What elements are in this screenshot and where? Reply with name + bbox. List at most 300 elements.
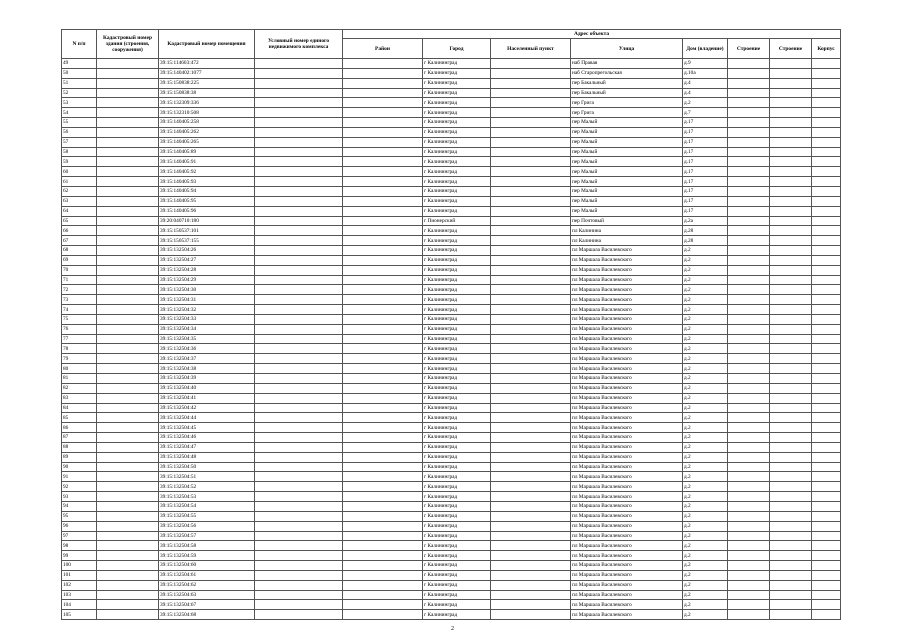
table-row: [62, 265, 841, 275]
cell-cad-building: [97, 442, 159, 452]
cell-korpus: [812, 501, 841, 511]
cell-cond-num: [255, 521, 343, 531]
cell-cad-building: [97, 147, 159, 157]
header-cad-building: Кадастровый номер здания (строения, сооружения): [97, 30, 159, 59]
cell-city: г Калининград: [423, 68, 491, 78]
cell-cad-room: 39:15:132310:508: [159, 108, 255, 118]
cell-korpus: [812, 167, 841, 177]
cell-cond-num: [255, 265, 343, 275]
cell-structure-2: [770, 177, 812, 187]
cell-num: 84: [62, 403, 97, 413]
cell-cond-num: [255, 177, 343, 187]
cell-cad-building: [97, 541, 159, 551]
cell-cond-num: [255, 354, 343, 364]
cell-num: 63: [62, 196, 97, 206]
table-row: [62, 551, 841, 561]
cell-city: г Калининград: [423, 610, 491, 620]
cell-structure: [728, 364, 770, 374]
cell-num: 101: [62, 570, 97, 580]
cell-settlement: [491, 59, 571, 69]
cell-city: г Калининград: [423, 354, 491, 364]
cell-cad-room: 39:15:132504:58: [159, 541, 255, 551]
cell-settlement: [491, 236, 571, 246]
cell-house: д.2: [683, 324, 728, 334]
cell-korpus: [812, 354, 841, 364]
cell-cad-building: [97, 501, 159, 511]
cell-cad-room: 39:15:132504:56: [159, 521, 255, 531]
cell-num: 93: [62, 492, 97, 502]
cell-street: пер Малый: [571, 177, 683, 187]
cell-structure: [728, 177, 770, 187]
cell-structure-2: [770, 186, 812, 196]
cell-district: [343, 255, 423, 265]
cell-korpus: [812, 196, 841, 206]
cell-district: [343, 226, 423, 236]
cell-settlement: [491, 334, 571, 344]
cell-structure-2: [770, 492, 812, 502]
cell-num: 69: [62, 255, 97, 265]
cell-num: 74: [62, 305, 97, 315]
cell-cad-room: 39:15:132504:37: [159, 354, 255, 364]
cell-korpus: [812, 236, 841, 246]
cell-structure-2: [770, 541, 812, 551]
cell-district: [343, 501, 423, 511]
table-row: [62, 423, 841, 433]
cell-street: пл Маршала Василевского: [571, 265, 683, 275]
cell-num: 102: [62, 580, 97, 590]
cell-settlement: [491, 324, 571, 334]
table-row: [62, 541, 841, 551]
cell-street: пл Маршала Василевского: [571, 423, 683, 433]
cell-cad-room: 39:15:132504:41: [159, 393, 255, 403]
cell-cond-num: [255, 324, 343, 334]
cell-cad-room: 39:15:140405:94: [159, 186, 255, 196]
cell-structure-2: [770, 354, 812, 364]
cell-cond-num: [255, 246, 343, 256]
table-row: [62, 216, 841, 226]
cell-structure-2: [770, 285, 812, 295]
cell-structure: [728, 433, 770, 443]
header-cond-num: Условный номер единого недвижимого комплекса: [255, 30, 343, 59]
cell-cond-num: [255, 118, 343, 128]
cell-cad-building: [97, 88, 159, 98]
cell-num: 57: [62, 137, 97, 147]
cell-city: г Калининград: [423, 383, 491, 393]
cell-cad-room: 39:15:132504:26: [159, 246, 255, 256]
cell-cond-num: [255, 88, 343, 98]
cell-num: 61: [62, 177, 97, 187]
cell-settlement: [491, 570, 571, 580]
cell-korpus: [812, 157, 841, 167]
cell-settlement: [491, 118, 571, 128]
cell-district: [343, 383, 423, 393]
cell-structure-2: [770, 482, 812, 492]
cell-num: 88: [62, 442, 97, 452]
cell-structure: [728, 88, 770, 98]
cell-cad-room: 39:20:040710:180: [159, 216, 255, 226]
table-row: [62, 186, 841, 196]
cell-street: пер Малый: [571, 127, 683, 137]
cell-house: д.2: [683, 590, 728, 600]
cell-num: 68: [62, 246, 97, 256]
cell-structure: [728, 561, 770, 571]
cell-street: пл Маршала Василевского: [571, 590, 683, 600]
cell-street: пл Калинина: [571, 236, 683, 246]
cell-structure-2: [770, 442, 812, 452]
cell-num: 81: [62, 374, 97, 384]
cell-house: д.17: [683, 167, 728, 177]
cell-district: [343, 551, 423, 561]
cell-cond-num: [255, 147, 343, 157]
cell-cad-building: [97, 364, 159, 374]
cell-korpus: [812, 570, 841, 580]
cell-city: г Калининград: [423, 433, 491, 443]
cell-city: г Калининград: [423, 186, 491, 196]
cell-settlement: [491, 265, 571, 275]
cell-settlement: [491, 541, 571, 551]
cell-structure-2: [770, 88, 812, 98]
cell-house: д.17: [683, 177, 728, 187]
cell-num: 103: [62, 590, 97, 600]
cell-cad-building: [97, 413, 159, 423]
cell-structure: [728, 324, 770, 334]
page-number: 2: [451, 626, 454, 632]
cell-settlement: [491, 275, 571, 285]
cell-korpus: [812, 393, 841, 403]
cell-district: [343, 561, 423, 571]
cell-city: г Калининград: [423, 265, 491, 275]
cell-house: д.9: [683, 59, 728, 69]
cell-house: д.2: [683, 275, 728, 285]
table-row: [62, 521, 841, 531]
cell-settlement: [491, 344, 571, 354]
cell-num: 54: [62, 108, 97, 118]
cell-structure: [728, 501, 770, 511]
cell-korpus: [812, 324, 841, 334]
cell-settlement: [491, 462, 571, 472]
cell-street: пер Грига: [571, 98, 683, 108]
cell-structure-2: [770, 423, 812, 433]
cell-cad-building: [97, 59, 159, 69]
cell-settlement: [491, 186, 571, 196]
cell-district: [343, 364, 423, 374]
cell-cad-room: 39:15:132504:50: [159, 462, 255, 472]
header-street: Улица: [571, 39, 683, 59]
cell-cad-room: 39:15:132504:34: [159, 324, 255, 334]
cell-structure: [728, 472, 770, 482]
cell-district: [343, 541, 423, 551]
cell-korpus: [812, 88, 841, 98]
cell-num: 59: [62, 157, 97, 167]
cell-district: [343, 285, 423, 295]
cell-cond-num: [255, 295, 343, 305]
cell-korpus: [812, 511, 841, 521]
cell-city: г Калининград: [423, 442, 491, 452]
cell-district: [343, 98, 423, 108]
cell-street: пл Маршала Василевского: [571, 442, 683, 452]
cell-settlement: [491, 580, 571, 590]
cell-structure: [728, 157, 770, 167]
cell-structure-2: [770, 206, 812, 216]
cell-city: г Калининград: [423, 157, 491, 167]
cell-city: г Калининград: [423, 344, 491, 354]
cell-house: д.2: [683, 354, 728, 364]
cell-structure: [728, 98, 770, 108]
cell-district: [343, 127, 423, 137]
cell-korpus: [812, 541, 841, 551]
table-row: [62, 570, 841, 580]
cell-structure: [728, 521, 770, 531]
cell-street: пл Маршала Василевского: [571, 393, 683, 403]
cell-cad-building: [97, 580, 159, 590]
cell-cond-num: [255, 531, 343, 541]
cell-house: д.4: [683, 78, 728, 88]
cell-cad-room: 39:15:132504:67: [159, 600, 255, 610]
cell-city: г Калининград: [423, 78, 491, 88]
cell-structure: [728, 255, 770, 265]
cell-structure-2: [770, 108, 812, 118]
cell-structure: [728, 206, 770, 216]
cell-district: [343, 462, 423, 472]
cell-district: [343, 413, 423, 423]
table-row: [62, 88, 841, 98]
cell-structure-2: [770, 127, 812, 137]
cell-street: пл Маршала Василевского: [571, 610, 683, 620]
cell-cond-num: [255, 186, 343, 196]
cell-cond-num: [255, 157, 343, 167]
table-row: [62, 482, 841, 492]
cell-settlement: [491, 108, 571, 118]
cell-street: пл Маршала Василевского: [571, 531, 683, 541]
cell-street: пл Маршала Василевского: [571, 521, 683, 531]
cell-street: пл Калинина: [571, 226, 683, 236]
cell-city: г Калининград: [423, 452, 491, 462]
cell-cad-room: 39:15:132504:31: [159, 295, 255, 305]
cell-settlement: [491, 600, 571, 610]
cell-structure-2: [770, 452, 812, 462]
table-row: [62, 324, 841, 334]
cell-korpus: [812, 216, 841, 226]
cell-house: д.4: [683, 88, 728, 98]
cell-num: 90: [62, 462, 97, 472]
cell-cond-num: [255, 78, 343, 88]
cell-num: 91: [62, 472, 97, 482]
cell-house: д.17: [683, 186, 728, 196]
cell-cad-building: [97, 344, 159, 354]
cell-cond-num: [255, 236, 343, 246]
cell-cond-num: [255, 285, 343, 295]
cell-num: 55: [62, 118, 97, 128]
cell-structure-2: [770, 570, 812, 580]
cell-city: г Калининград: [423, 275, 491, 285]
table-row: [62, 196, 841, 206]
cell-cond-num: [255, 590, 343, 600]
cell-city: г Калининград: [423, 314, 491, 324]
cell-cad-room: 39:15:150838:38: [159, 88, 255, 98]
table-header: [62, 30, 841, 59]
cell-cad-building: [97, 246, 159, 256]
cell-settlement: [491, 531, 571, 541]
cell-cond-num: [255, 314, 343, 324]
cell-cad-building: [97, 334, 159, 344]
cell-house: д.2: [683, 423, 728, 433]
cell-city: г Калининград: [423, 206, 491, 216]
cell-house: д.2: [683, 314, 728, 324]
cell-street: пл Маршала Василевского: [571, 541, 683, 551]
cell-city: г Калининград: [423, 531, 491, 541]
cell-num: 94: [62, 501, 97, 511]
cell-structure-2: [770, 167, 812, 177]
cell-cond-num: [255, 433, 343, 443]
cell-district: [343, 442, 423, 452]
cell-cad-building: [97, 452, 159, 462]
table-row: [62, 433, 841, 443]
cell-structure-2: [770, 344, 812, 354]
cell-num: 83: [62, 393, 97, 403]
header-address: Адрес объекта: [343, 30, 841, 39]
table-row: [62, 374, 841, 384]
cell-cad-room: 39:15:132504:52: [159, 482, 255, 492]
cell-korpus: [812, 364, 841, 374]
cell-cond-num: [255, 561, 343, 571]
cell-cad-room: 39:15:140402:1077: [159, 68, 255, 78]
cell-num: 85: [62, 413, 97, 423]
cell-cad-building: [97, 305, 159, 315]
cell-cad-building: [97, 196, 159, 206]
cell-cad-building: [97, 433, 159, 443]
cell-street: пер Малый: [571, 147, 683, 157]
cell-district: [343, 531, 423, 541]
cell-settlement: [491, 610, 571, 620]
cell-korpus: [812, 68, 841, 78]
cell-city: г Калининград: [423, 511, 491, 521]
cell-structure: [728, 492, 770, 502]
table-row: [62, 314, 841, 324]
cell-structure-2: [770, 561, 812, 571]
cell-cad-room: 39:15:132504:48: [159, 452, 255, 462]
cell-structure: [728, 216, 770, 226]
cell-house: д.2: [683, 383, 728, 393]
cell-num: 104: [62, 600, 97, 610]
cell-settlement: [491, 521, 571, 531]
cell-cad-building: [97, 600, 159, 610]
cell-structure: [728, 334, 770, 344]
cell-cad-room: 39:15:150537:101: [159, 226, 255, 236]
cell-korpus: [812, 127, 841, 137]
cell-house: д.10а: [683, 68, 728, 78]
cell-house: д.2: [683, 462, 728, 472]
cell-settlement: [491, 423, 571, 433]
cell-street: пл Маршала Василевского: [571, 600, 683, 610]
cell-structure: [728, 314, 770, 324]
cell-cad-room: 39:15:132504:45: [159, 423, 255, 433]
cell-settlement: [491, 147, 571, 157]
cell-cad-room: 39:15:132504:39: [159, 374, 255, 384]
cell-cad-room: 39:15:132504:28: [159, 265, 255, 275]
cell-structure: [728, 275, 770, 285]
cell-cond-num: [255, 364, 343, 374]
cell-cond-num: [255, 108, 343, 118]
cell-settlement: [491, 433, 571, 443]
cell-cad-building: [97, 137, 159, 147]
cell-street: пл Маршала Василевского: [571, 324, 683, 334]
cell-district: [343, 423, 423, 433]
cell-korpus: [812, 433, 841, 443]
cell-house: д.17: [683, 118, 728, 128]
cell-cad-building: [97, 511, 159, 521]
cell-district: [343, 452, 423, 462]
table-row: [62, 393, 841, 403]
cell-street: пл Маршала Василевского: [571, 452, 683, 462]
cell-structure-2: [770, 580, 812, 590]
table-row: [62, 226, 841, 236]
cell-cad-building: [97, 98, 159, 108]
cell-cad-room: 39:15:132504:54: [159, 501, 255, 511]
cell-structure: [728, 423, 770, 433]
cell-district: [343, 600, 423, 610]
cell-num: 67: [62, 236, 97, 246]
cell-district: [343, 137, 423, 147]
cell-korpus: [812, 305, 841, 315]
cell-cad-building: [97, 462, 159, 472]
cell-num: 96: [62, 521, 97, 531]
cell-house: д.17: [683, 137, 728, 147]
cell-cond-num: [255, 275, 343, 285]
cell-settlement: [491, 246, 571, 256]
cell-street: пл Маршала Василевского: [571, 374, 683, 384]
cell-structure-2: [770, 157, 812, 167]
cell-city: г Калининград: [423, 88, 491, 98]
cell-district: [343, 275, 423, 285]
cell-num: 72: [62, 285, 97, 295]
cell-korpus: [812, 255, 841, 265]
cell-house: д.7: [683, 108, 728, 118]
cell-district: [343, 196, 423, 206]
cell-settlement: [491, 590, 571, 600]
cell-structure-2: [770, 413, 812, 423]
cell-cad-room: 39:15:132504:61: [159, 570, 255, 580]
table-row: [62, 364, 841, 374]
table-row: [62, 285, 841, 295]
table-row: [62, 147, 841, 157]
cell-district: [343, 118, 423, 128]
cell-structure: [728, 462, 770, 472]
cell-cad-building: [97, 226, 159, 236]
cell-num: 100: [62, 561, 97, 571]
cell-cad-building: [97, 265, 159, 275]
cell-structure-2: [770, 324, 812, 334]
cell-cad-room: 39:15:132504:60: [159, 561, 255, 571]
cell-structure: [728, 265, 770, 275]
cell-num: 50: [62, 68, 97, 78]
table-row: [62, 137, 841, 147]
cell-structure: [728, 118, 770, 128]
cell-house: д.2: [683, 501, 728, 511]
table-row: [62, 610, 841, 620]
cell-cad-building: [97, 127, 159, 137]
cell-num: 95: [62, 511, 97, 521]
cell-street: пер Малый: [571, 137, 683, 147]
cell-settlement: [491, 226, 571, 236]
cell-structure: [728, 78, 770, 88]
cell-num: 65: [62, 216, 97, 226]
cell-structure: [728, 374, 770, 384]
cell-cad-room: 39:15:132504:46: [159, 433, 255, 443]
cell-korpus: [812, 265, 841, 275]
table-row: [62, 580, 841, 590]
cell-cond-num: [255, 167, 343, 177]
cell-city: г Калининград: [423, 364, 491, 374]
